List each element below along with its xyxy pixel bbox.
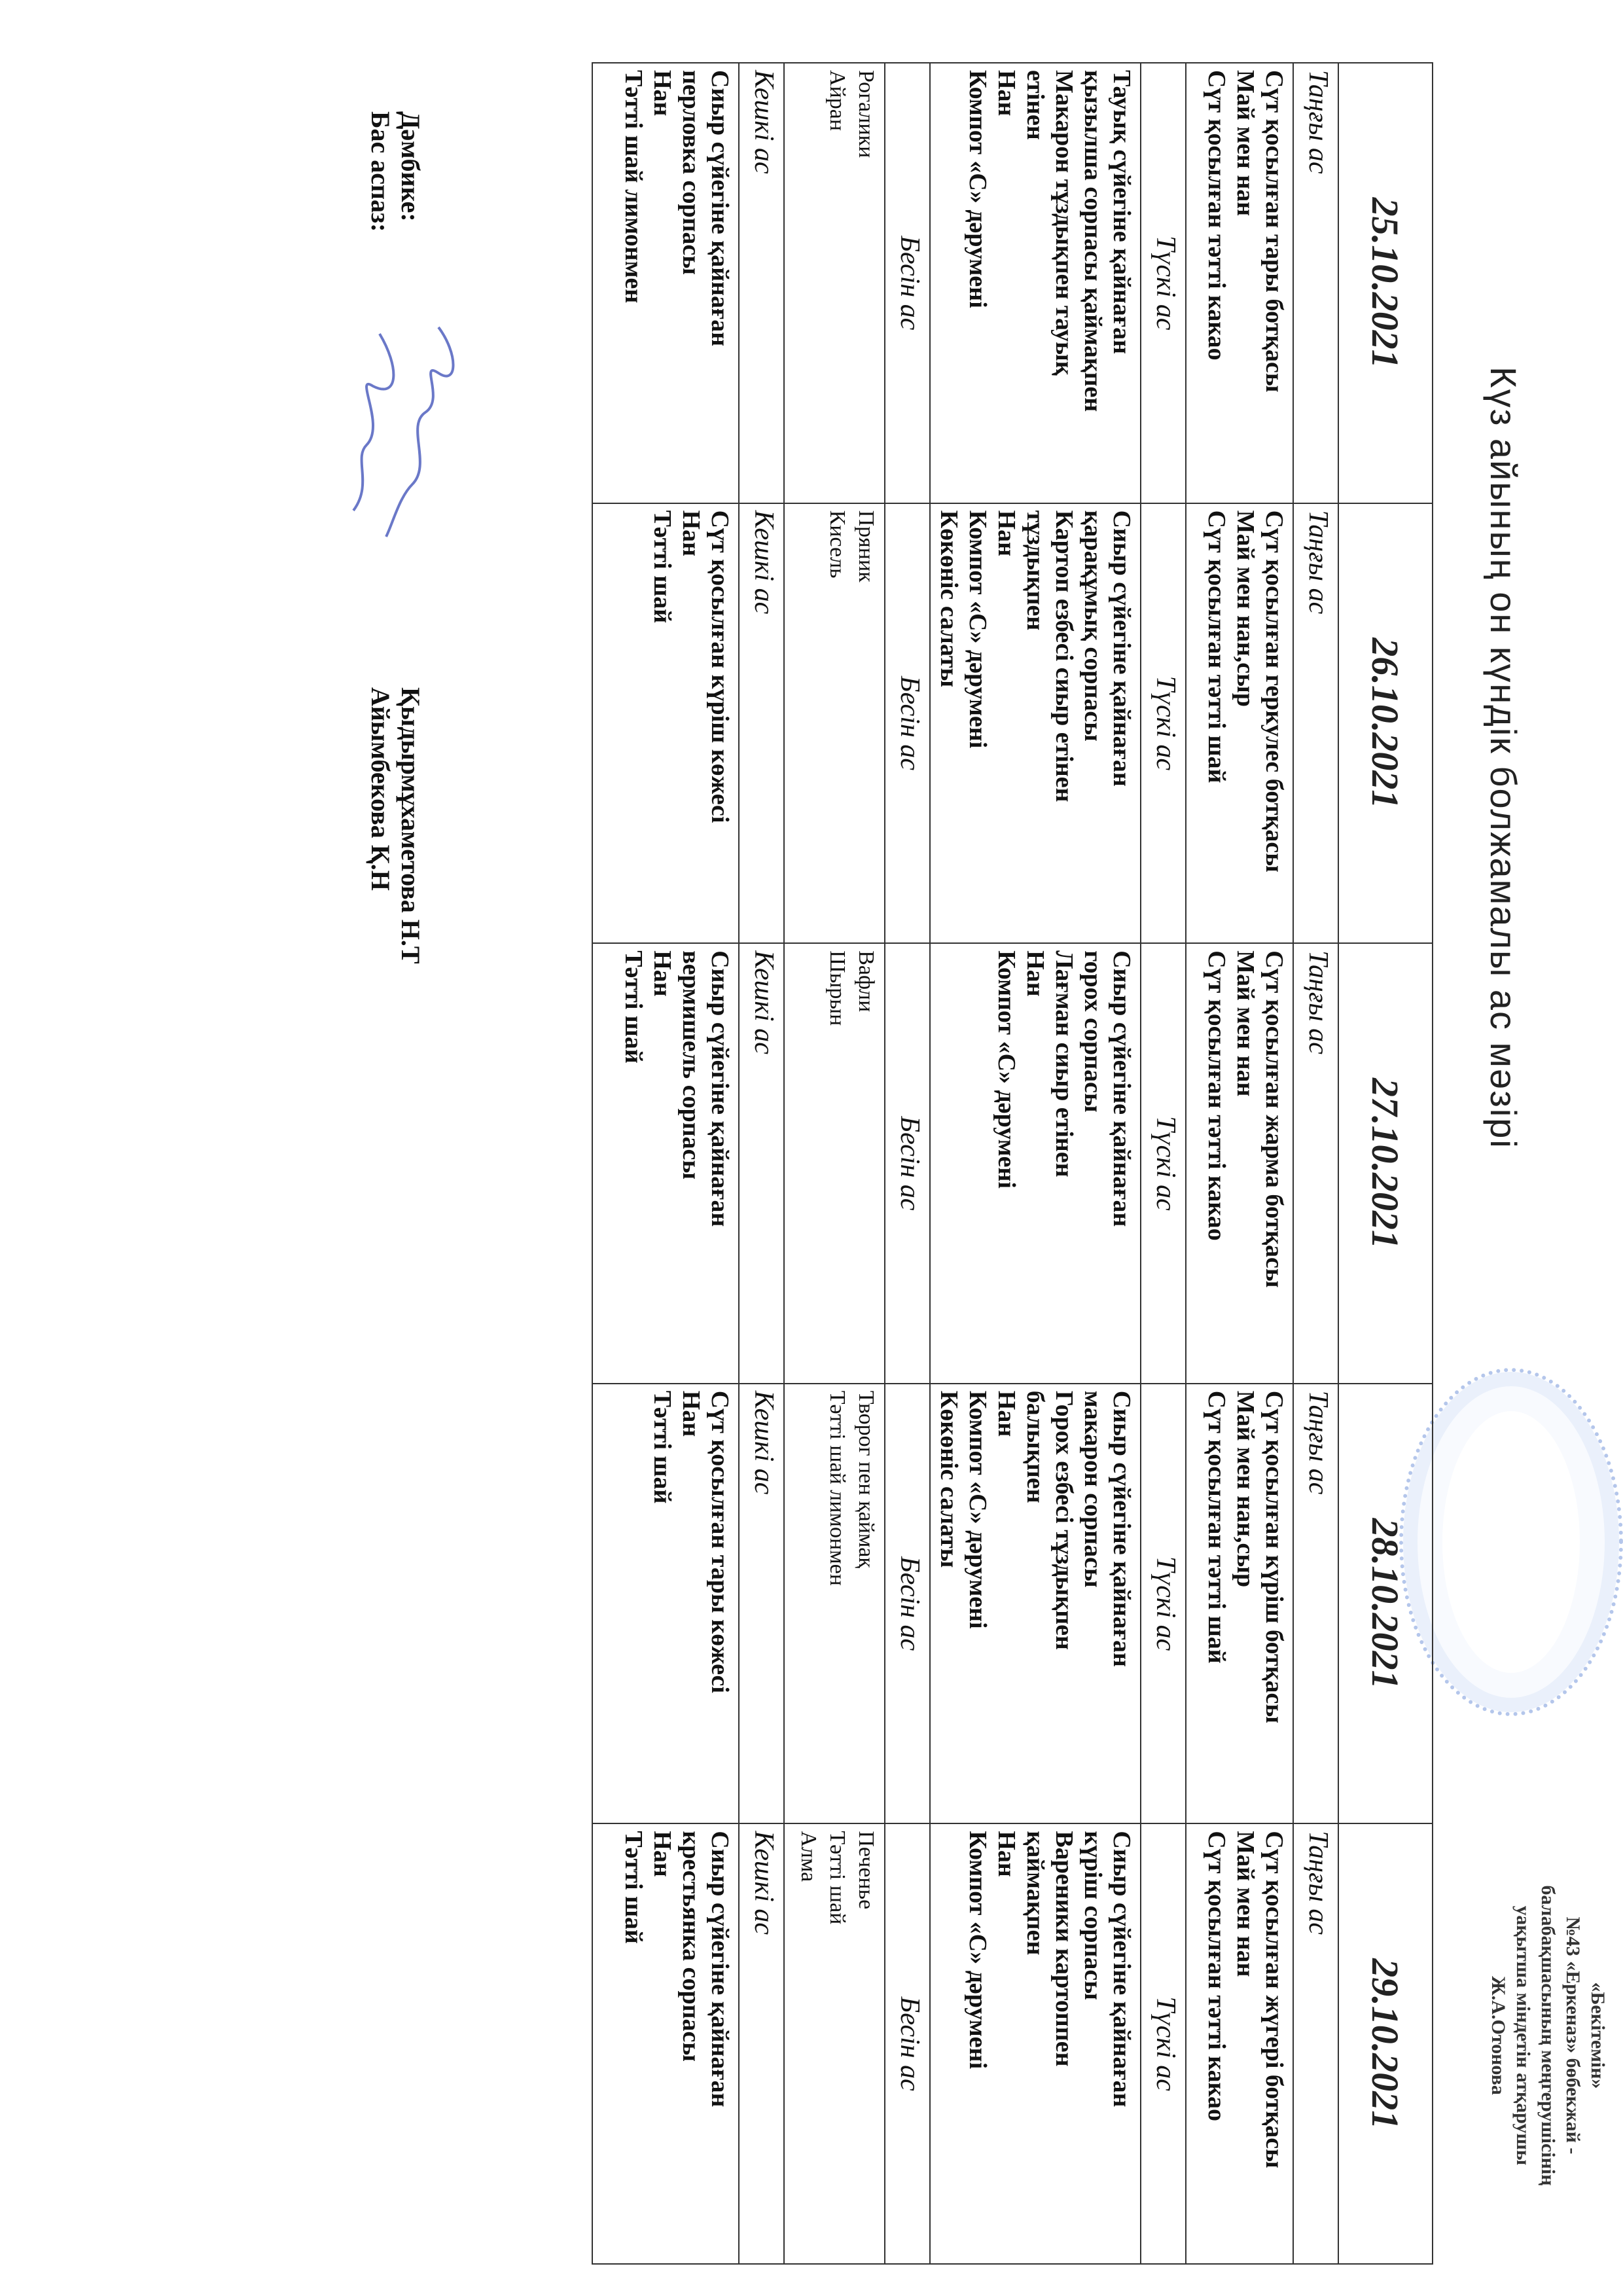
meal-label: Кешкі ас [739,943,784,1384]
lunch-cell [930,503,1141,944]
date-header: 29.10.2021 [1338,1823,1433,2264]
dinner-cell [592,63,739,503]
menu-item: Тәтті шай [825,1831,849,1925]
menu-item: Сиыр сүйегіне қайнаған [1108,950,1135,1227]
meal-label: Бесін ас [885,1823,930,2264]
approval-line: уақытша міндетін атқарушы [1512,1905,1534,2166]
snack-cell [784,1384,885,1824]
menu-item: горох сорпасы [1079,950,1107,1113]
menu-item: Сүт қосылған күріш ботқасы [1260,1390,1288,1724]
breakfast-row [1186,63,1293,2264]
signature-row [395,111,425,964]
menu-item: крестьянка сорпасы [677,1831,705,2062]
dinner-cell [592,1823,739,2264]
menu-item: Компот «С» дәрумені [964,1390,991,1629]
menu-item: Сүт қосылған жүгері ботқасы [1260,1831,1288,2168]
menu-item: Тәтті шай лимонмен [620,70,647,304]
menu-item: Печенье [854,1831,878,1910]
menu-item: балықпен [1022,1390,1049,1503]
menu-item: күріш сорпасы [1079,1831,1107,2000]
breakfast-cell [1186,1823,1293,2264]
meal-label-row-lunch [1141,63,1186,2264]
date-header: 26.10.2021 [1338,503,1433,944]
menu-item: Май мен нан,сыр [1232,1390,1259,1588]
menu-item: Сиыр сүйегіне қайнаған [706,70,734,347]
menu-item: етінен [1022,70,1049,140]
breakfast-cell [1186,1384,1293,1824]
snack-cell [784,63,885,503]
approval-line: №43 «Еркеназ» бөбекжай - [1562,1916,1584,2155]
menu-item: Сүт қосылған тәтті шай [1203,1390,1230,1664]
dinner-row [592,63,739,2264]
menu-item: Шырын [825,950,849,1026]
breakfast-cell [1186,943,1293,1384]
menu-item: Нан [649,70,676,117]
snack-cell [784,503,885,944]
meal-label: Кешкі ас [739,63,784,503]
menu-item: Май мен нан [1232,70,1259,217]
approval-line: балабақшасының меңгерушісінің [1537,1885,1559,2186]
menu-item: Вареники картоппен [1050,1831,1078,2067]
menu-item: тұздықпен [1022,510,1049,631]
meal-label: Кешкі ас [739,1823,784,2264]
meal-label: Бесін ас [885,63,930,503]
approval-line: «Бекітемін» [1587,1982,1609,2089]
menu-item: Сүт қосылған геркулес ботқасы [1260,510,1288,872]
breakfast-cell [1186,503,1293,944]
dinner-cell [592,1384,739,1824]
menu-item: Алма [796,1831,821,1882]
menu-item: Май мен нан [1232,950,1259,1097]
menu-item: Көкөніс салаты [935,1390,963,1568]
page-title: Күз айының он күндік болжамалы ас мәзірі [1483,367,1524,1149]
menu-item: Сиыр сүйегіне қайнаған [706,1831,734,2108]
menu-item: Май мен нан,сыр [1232,510,1259,707]
menu-item: Сиыр сүйегіне қайнаған [1108,510,1135,787]
signature-name: Айымбекова Қ.Н [366,687,395,891]
menu-item: Сүт қосылған күріш көжесі [706,510,734,823]
menu-item: Сиыр сүйегіне қайнаған [1108,1831,1135,2108]
menu-item: Творог пен қаймақ [854,1390,878,1568]
menu-item: Нан [993,510,1020,557]
menu-item: қызылша сорпасы қаймақпен [1079,70,1107,412]
meal-label: Таңғы ас [1293,943,1338,1384]
meal-label: Түскі ас [1141,943,1186,1384]
menu-item: Картоп езбесі сиыр етінен [1050,510,1078,802]
menu-item: Компот «С» дәрумені [964,510,991,749]
menu-item: Тауық сүйегіне қайнаған [1108,70,1135,355]
menu-item: Май мен нан [1232,1831,1259,1977]
menu-item: қарақұмық сорпасы [1079,510,1107,742]
menu-item: Нан [677,1390,705,1437]
dinner-cell [592,943,739,1384]
signature-block [365,111,425,964]
meal-label-row-dinner [739,63,784,2264]
menu-item: перловка сорпасы [677,70,705,276]
date-header: 28.10.2021 [1338,1384,1433,1824]
menu-item: Компот «С» дәрумені [993,950,1020,1189]
snack-cell [784,943,885,1384]
signature-name: Қыдырмұхаметова Н.Т [396,687,425,964]
signature-role: Дәмбике: [396,111,425,222]
meal-label: Бесін ас [885,943,930,1384]
approval-line: Ж.А.Отонова [1488,1976,1509,2095]
lunch-cell [930,1823,1141,2264]
date-header: 27.10.2021 [1338,943,1433,1384]
menu-item: макарон сорпасы [1079,1390,1107,1588]
menu-table [592,62,1433,2265]
menu-item: Сүт қосылған жарма ботқасы [1260,950,1288,1288]
meal-label: Кешкі ас [739,1384,784,1824]
menu-item: Тәтті шай лимонмен [825,1390,849,1586]
dinner-cell [592,503,739,944]
menu-item: Горох езбесі тұздықпен [1050,1390,1078,1650]
menu-item: Сүт қосылған тәтті какао [1203,70,1230,361]
menu-item: Сиыр сүйегіне қайнаған [1108,1390,1135,1667]
menu-item: вермишель сорпасы [677,950,705,1180]
meal-label: Кешкі ас [739,503,784,944]
meal-label: Таңғы ас [1293,1384,1338,1824]
menu-item: Рогалики [854,70,878,158]
menu-item: Нан [649,1831,676,1877]
meal-label-row-breakfast [1293,63,1338,2264]
menu-item: Тәтті шай [620,950,647,1064]
snack-row [784,63,885,2264]
menu-item: Кисель [825,510,849,579]
meal-label-row-snack [885,63,930,2264]
meal-label: Таңғы ас [1293,1823,1338,2264]
signature-role: Бас аспаз: [366,111,395,232]
approval-block [1486,1852,1610,2219]
menu-item: Компот «С» дәрумені [964,1831,991,2070]
menu-item: қаймақпен [1022,1831,1049,1956]
lunch-cell [930,1384,1141,1824]
meal-label: Түскі ас [1141,503,1186,944]
menu-item: Нан [993,70,1020,117]
menu-item: Сүт қосылған тары көжесі [706,1390,734,1693]
menu-item: Тәтті шай [649,510,676,624]
lunch-cell [930,943,1141,1384]
meal-label: Түскі ас [1141,63,1186,503]
meal-label: Таңғы ас [1293,63,1338,503]
snack-cell [784,1823,885,2264]
menu-item: Компот «С» дәрумені [964,70,991,308]
menu-item: Вафли [854,950,878,1013]
menu-item: Тәтті шай [649,1390,676,1504]
menu-item: Сиыр сүйегіне қайнаған [706,950,734,1227]
menu-item: Нан [1022,950,1049,997]
menu-item: Айран [825,70,849,132]
menu-item: Көкөніс салаты [935,510,963,688]
meal-label: Бесін ас [885,1384,930,1824]
date-header-row [1338,63,1433,2264]
menu-item: Макарон тұздықпен тауық [1050,70,1078,376]
menu-item: Пряник [854,510,878,583]
menu-item: Нан [993,1831,1020,1877]
menu-item: Сүт қосылған тәтті какао [1203,1831,1230,2121]
menu-item: Сүт қосылған тәтті шай [1203,510,1230,783]
meal-label: Таңғы ас [1293,503,1338,944]
lunch-cell [930,63,1141,503]
meal-label: Түскі ас [1141,1384,1186,1824]
date-header: 25.10.2021 [1338,63,1433,503]
menu-item: Нан [649,950,676,997]
menu-item: Тәтті шай [620,1831,647,1944]
menu-item: Нан [993,1390,1020,1437]
breakfast-cell [1186,63,1293,503]
menu-item: Сүт қосылған тәтті какао [1203,950,1230,1241]
menu-item: Сүт қосылған тары ботқасы [1260,70,1288,393]
signature-row [365,111,395,964]
meal-label: Түскі ас [1141,1823,1186,2264]
lunch-row [930,63,1141,2264]
meal-label: Бесін ас [885,503,930,944]
menu-item: Лағман сиыр етінен [1050,950,1078,1177]
menu-item: Нан [677,510,705,557]
